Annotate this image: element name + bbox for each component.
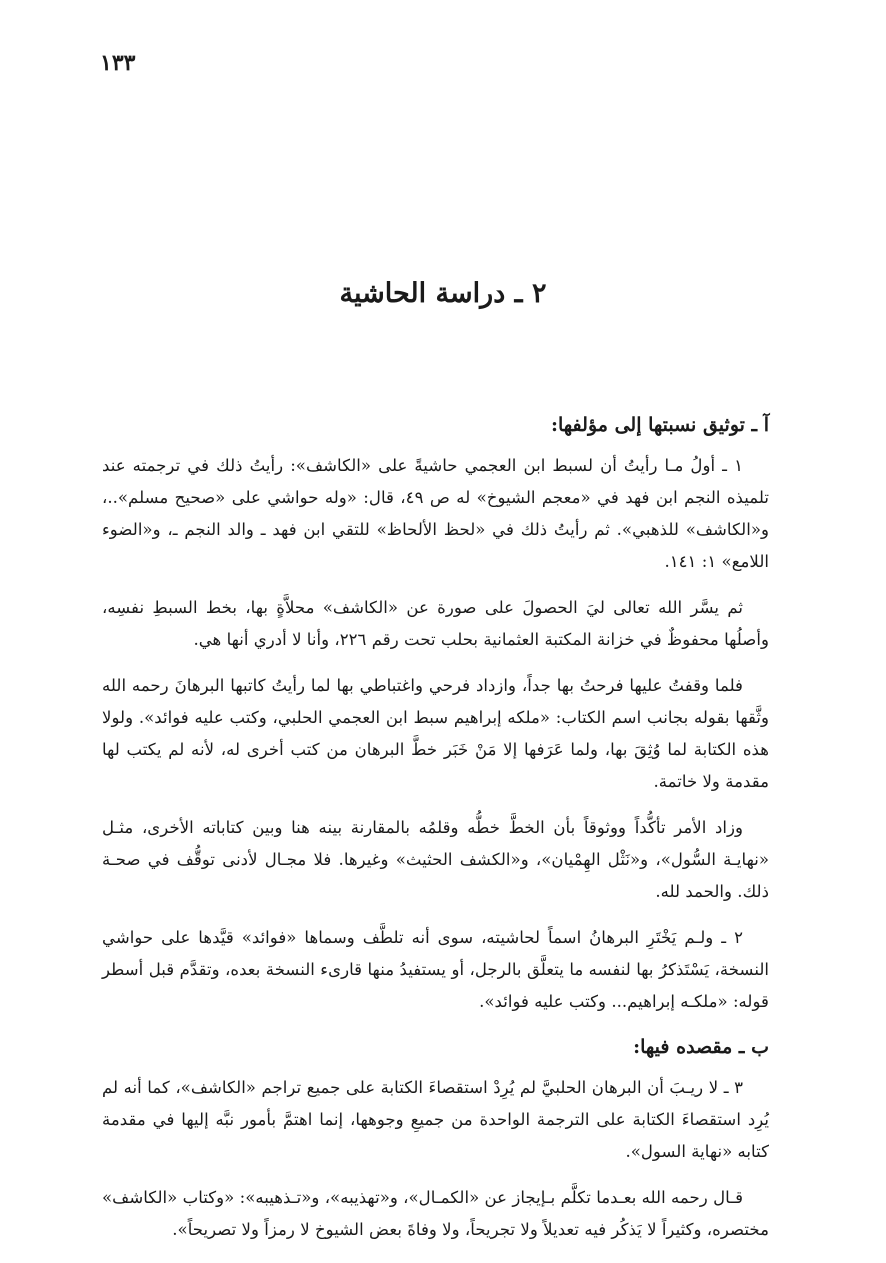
paragraph-2: ثم يسَّر الله تعالى ليَ الحصولَ على صورة عن «الكاشف» محلاَّةٍ بها، بخط السبطِ نفسِه، وأصلُها محفوظٌ في خزانة المكتبة العثمانية بحلب تحت رقم ٢٢٦، وأنا لا أدري أنها هي. xyxy=(102,598,769,649)
paragraph-4: وزاد الأمر تأكُّداً ووثوقاً بأن الخطَّ خطُّه وقلمُه بالمقارنة بينه هنا وبين كتاباته الأخرى، مثـل «نهايـة السُّول»، و«نَثْل الهِمْيان»، و«الكشف الحثيث» وغيرها. فلا مجـال لأدنى توقُّف في صحـة ذلك. والحمد لله. xyxy=(102,818,769,901)
paragraph-5: ٢ ـ ولـم يَخْتَرِ البرهانُ اسماً لحاشيته، سوى أنه تلطَّف وسماها «فوائد» قيَّدها على حواشي النسخة، يَسْتَذكرُ بها لنفسه ما يتعلَّق بالرجل، أو يستفيدُ منها قارىء النسخة بعده، وتقدَّم قبل أسطر قوله: «ملكـه إبراهيم... وكتب عليه فوائد». xyxy=(102,928,769,1011)
page-body xyxy=(102,410,769,1250)
paragraph-6: ٣ ـ لا ريـبَ أن البرهان الحلبيَّ لم يُرِدْ استقصاءَ الكتابة على جميع تراجم «الكاشف»، كما أنه لم يُرِد استقصاءَ الكتابة على الترجمة الواحدة من جميعِ وجوهها، إنما اهتمَّ بأمور نبَّه إليها في مقدمة كتابه «نهاية السول». xyxy=(102,1078,769,1161)
chapter-title: ٢ ـ دراسة الحاشية xyxy=(339,278,547,309)
section-b-heading: ب ـ مقصده فيها: xyxy=(633,1036,769,1058)
paragraph-3: فلما وقفتُ عليها فرحتُ بها جداً، وازداد فرحي واغتباطي بها لما رأيتُ كاتبها البرهانَ رحمه الله وثَّقها بقوله بجانب اسم الكتاب: «ملكه إبراهيم سبط ابن العجمي الحلبي، وكتب عليه فوائد». ولولا هذه الكتابة لما وُثِقَ بها، ولما عَرَفها إلا مَنْ خَبَر خطَّ البرهان من كتب أخرى له، لأنه لم يكتب لها مقدمة ولا خاتمة. xyxy=(102,676,769,791)
paragraph-7: قـال رحمه الله بعـدما تكلَّم بـإيجاز عن «الكمـال»، و«تهذيبه»، و«تـذهيبه»: «وكتاب «الكاشف» مختصره، وكثيراً لا يَذكُر فيه تعديلاً ولا تجريحاً، ولا وفاةَ بعض الشيوخ لا رمزاً ولا تصريحاً». xyxy=(102,1188,769,1239)
paragraph-1: ١ ـ أولُ مـا رأيتُ أن لسبط ابن العجمي حاشيةً على «الكاشف»: رأيتُ ذلك في ترجمته عند تلميذه النجم ابن فهد في «معجم الشيوخ» له ص ٤٩، قال: «وله حواشي على «صحيح مسلم»..، و«الكاشف» للذهبي». ثم رأيتُ ذلك في «لحظ الألحاظ» للتقي ابن فهد ـ والد النجم ـ، و«الضوء اللامع» ١: ١٤١. xyxy=(102,456,769,571)
page-number: ١٣٣ xyxy=(100,50,136,76)
section-a-heading: آ ـ توثيق نسبتها إلى مؤلفها: xyxy=(551,414,769,436)
